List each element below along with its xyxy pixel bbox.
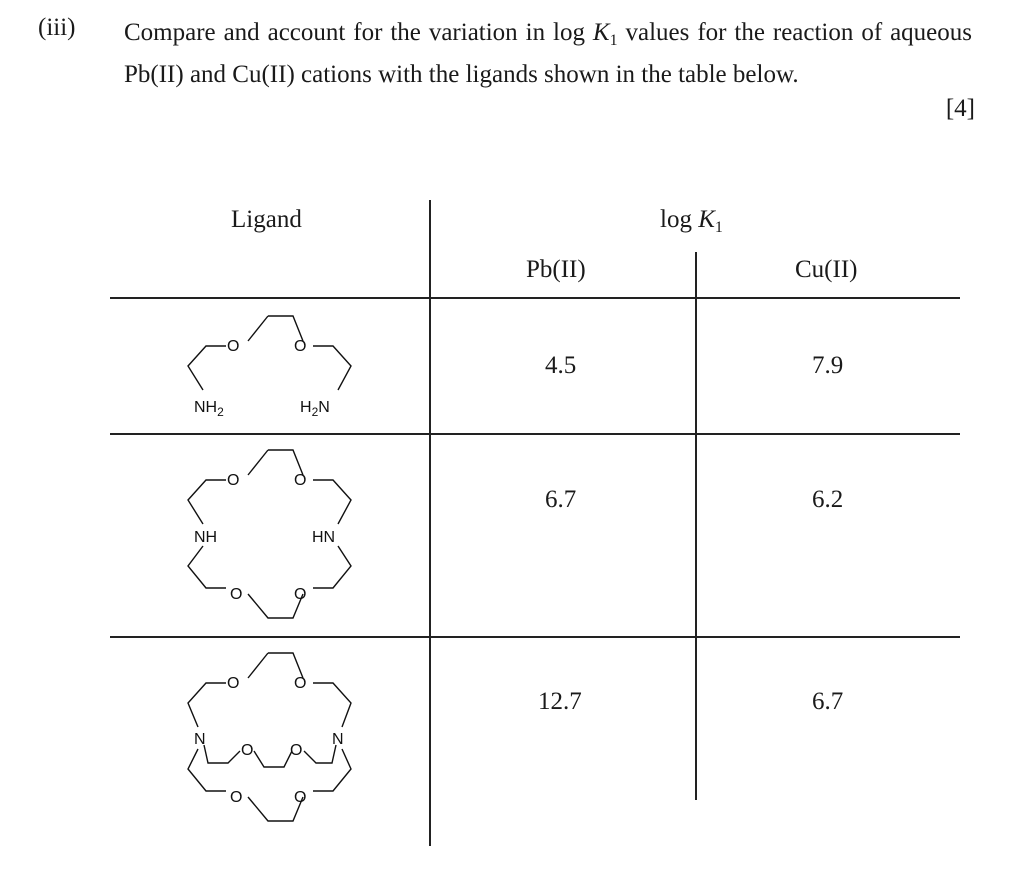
- header-k-symbol: K: [698, 206, 715, 233]
- ligand-structure-3: [180, 645, 360, 830]
- header-ligand: Ligand: [231, 206, 302, 233]
- r3-atom-n1: N: [194, 731, 206, 748]
- question-text-pre: Compare and account for the variation in log: [124, 19, 593, 46]
- row3-pb-value: 12.7: [538, 688, 582, 715]
- row-rule-2: [110, 636, 960, 638]
- k-subscript: 1: [609, 32, 618, 49]
- ligand-structure-1: [180, 308, 360, 428]
- ligand-structure-2: [180, 442, 360, 622]
- r2-atom-o4: O: [294, 586, 307, 603]
- header-logk: [660, 206, 723, 234]
- row1-pb-value: 4.5: [545, 352, 577, 379]
- question-number: (iii): [38, 14, 76, 41]
- r3-atom-o1: O: [227, 675, 240, 692]
- k-symbol: K: [592, 19, 610, 46]
- r1-atom-nl: [194, 399, 224, 419]
- question-text-post: values for the reaction of aqueous Pb(II) and Cu(II) cations with the ligands shown in the table below.: [124, 19, 972, 88]
- r3-atom-o6: O: [294, 789, 307, 806]
- row2-pb-value: 6.7: [545, 486, 577, 513]
- r2-atom-o3: O: [230, 586, 243, 603]
- r3-atom-o4: O: [290, 742, 303, 759]
- row1-cu-value: 7.9: [812, 352, 844, 379]
- r3-atom-o5: O: [230, 789, 243, 806]
- header-pb: Pb(II): [526, 256, 586, 283]
- header-cu: Cu(II): [795, 256, 858, 283]
- question-marks: [4]: [945, 95, 975, 122]
- header-k-subscript: 1: [714, 219, 723, 236]
- r2-atom-nl: NH: [194, 529, 218, 546]
- r1-atom-nl-label: NH: [194, 399, 218, 416]
- column-divider-metal: [695, 252, 697, 800]
- row3-cu-value: 6.7: [812, 688, 844, 715]
- header-logk-label: log: [660, 206, 699, 233]
- r1-atom-nl-sub: 2: [217, 405, 224, 419]
- r2-atom-o1: O: [227, 472, 240, 489]
- r1-atom-nr: [300, 399, 330, 419]
- r1-atom-o1: O: [227, 338, 240, 355]
- r3-atom-n2: N: [332, 731, 344, 748]
- r2-atom-nr: HN: [312, 529, 336, 546]
- r3-atom-o3: O: [241, 742, 254, 759]
- row2-cu-value: 6.2: [812, 486, 844, 513]
- r1-atom-nr-sub: 2: [311, 405, 319, 419]
- r2-atom-o2: O: [294, 472, 307, 489]
- r1-atom-nr-label: N: [318, 399, 330, 416]
- r3-atom-o2: O: [294, 675, 307, 692]
- row-rule-1: [110, 433, 960, 435]
- r1-atom-nr-pre: H: [300, 399, 312, 416]
- header-rule: [110, 297, 960, 299]
- r1-atom-o2: O: [294, 338, 307, 355]
